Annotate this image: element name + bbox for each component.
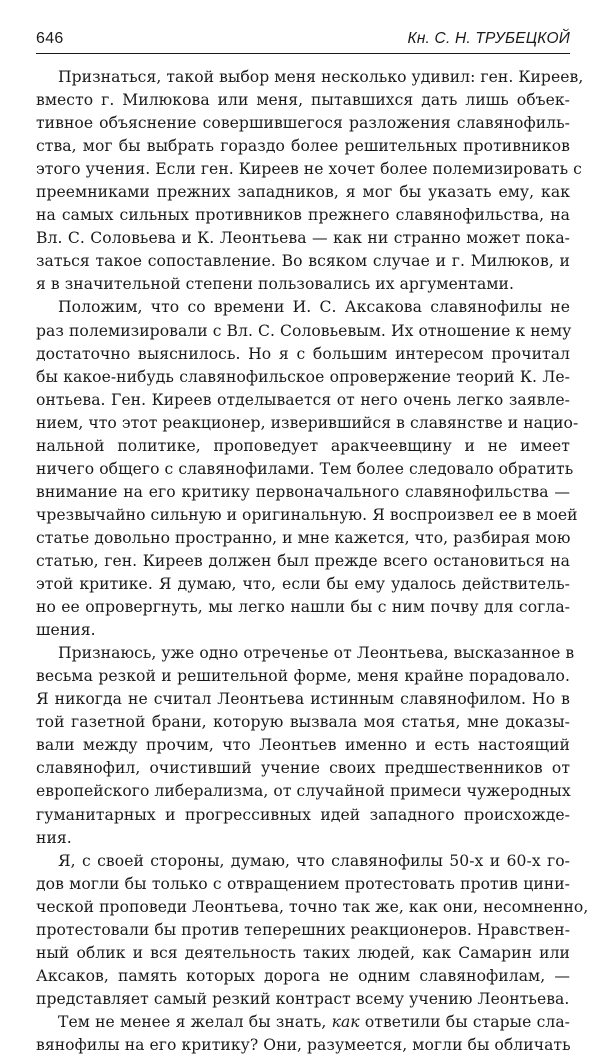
paragraph-5	[36, 1011, 570, 1057]
running-head-title: Кн. С. Н. ТРУБЕЦКОЙ	[407, 30, 570, 47]
text-line: тивное объяснение совершившегося разложения славянофиль-	[36, 114, 570, 133]
text-line: гуманитарных и прогрессивных идей западного происхожде-	[36, 805, 570, 824]
text-line: онтьева. Ген. Киреев отделывается от него очень легко заявле-	[36, 390, 570, 409]
text-line: этой критике. Я думаю, что, если бы ему удалось действитель-	[36, 575, 570, 594]
text-run: ответили бы старые сла-	[359, 1012, 570, 1031]
text-line: Аксаков, память которых дорога не одним славянофилам, —	[36, 966, 570, 985]
running-head	[36, 30, 570, 54]
paragraph-1	[36, 66, 584, 296]
text-line: достаточно выяснилось. Но я с большим интересом прочитал	[36, 344, 570, 363]
book-page	[36, 30, 589, 1057]
paragraph-3	[36, 642, 575, 849]
text-line: вместо г. Милюкова или меня, пытавшихся дать лишь объек-	[36, 91, 570, 110]
text-line: вянофилы на его критику? Они, разумеется, могли бы обличать	[36, 1035, 571, 1054]
text-line: но ее опровергнуть, мы легко нашли бы с ним почву для согла-	[36, 598, 570, 617]
text-line: вали между прочим, что Леонтьев именно и есть настоящий	[36, 736, 570, 755]
text-line: внимание на его критику первоначального славянофильства —	[36, 482, 570, 501]
body-text	[36, 66, 589, 1057]
text-line: ства, мог бы выбрать гораздо более решительных противников	[36, 137, 570, 156]
emphasis-word: как	[331, 1012, 360, 1031]
text-line: дов могли бы только с отвращением протестовать против цини-	[36, 874, 570, 893]
text-line: весьма резкой и решительной форме, меня крайне порадовало.	[36, 667, 570, 686]
paragraph-2	[36, 296, 579, 642]
text-line: ния.	[36, 828, 72, 847]
text-line: европейского либерализма, от случайной примеси чужеродных	[36, 782, 571, 801]
text-line: этого учения. Если ген. Киреев не хочет более полемизировать с	[36, 160, 582, 179]
text-line: ничего общего с славянофилами. Тем более следовало обратить	[36, 459, 574, 478]
text-line: статью, ген. Киреев должен был прежде всего остановиться на	[36, 551, 570, 570]
paragraph-4	[36, 850, 589, 1011]
text-line	[36, 1011, 570, 1034]
text-line: Признаюсь, уже одно отреченье от Леонтьева, высказанное в	[58, 644, 575, 663]
text-line: Положим, что со времени И. С. Аксакова славянофилы не	[58, 298, 570, 317]
text-line: раз полемизировали с Вл. С. Соловьевым. Их отношение к нему	[36, 321, 572, 340]
text-line: славянофил, очистивший учение своих предшественников от	[36, 759, 570, 778]
text-line: Я, с своей стороны, думаю, что славянофилы 50-х и 60-х го-	[58, 851, 570, 870]
text-line: той газетной брани, которую вызвала моя статья, мне доказы-	[36, 713, 570, 732]
text-line: нием, что этот реакционер, изверившийся в славянстве и нацио-	[36, 413, 579, 432]
text-line: шения.	[36, 621, 96, 640]
text-line: нальной политике, проповедует аракчеевщину и не имеет	[36, 436, 570, 455]
text-line: представляет самый резкий контраст всему учению Леонтьева.	[36, 989, 570, 1008]
text-line: бы какое-нибудь славянофильское опровержение теорий К. Ле-	[36, 367, 570, 386]
page-number: 646	[36, 30, 64, 47]
text-line: Вл. С. Соловьева и К. Леонтьева — как ни странно может пока-	[36, 229, 570, 248]
text-line: статье довольно пространно, и мне кажется, что, разбирая мою	[36, 528, 571, 547]
text-line: Я никогда не считал Леонтьева истинным славянофилом. Но в	[36, 690, 570, 709]
text-line: ческой проповеди Леонтьева, точно так же, как они, несомненно,	[36, 897, 589, 916]
text-line: преемниками прежних западников, я мог бы указать ему, как	[36, 183, 570, 202]
text-line: протестовали бы против теперешних реакционеров. Нравствен-	[36, 920, 571, 939]
text-line: ный облик и вся деятельность таких людей, как Самарин или	[36, 943, 570, 962]
text-line: чрезвычайно сильную и оригинальную. Я воспроизвел ее в моей	[36, 505, 578, 524]
text-line: я в значительной степени пользовались их аргументами.	[36, 275, 514, 294]
text-line: на самых сильных противников прежнего славянофильства, на	[36, 206, 570, 225]
text-run: Тем не менее я желал бы знать,	[58, 1012, 332, 1031]
text-line: Признаться, такой выбор меня несколько удивил: ген. Киреев,	[58, 68, 584, 86]
text-line: заться такое сопоставление. Во всяком случае и г. Милюков, и	[36, 252, 570, 271]
